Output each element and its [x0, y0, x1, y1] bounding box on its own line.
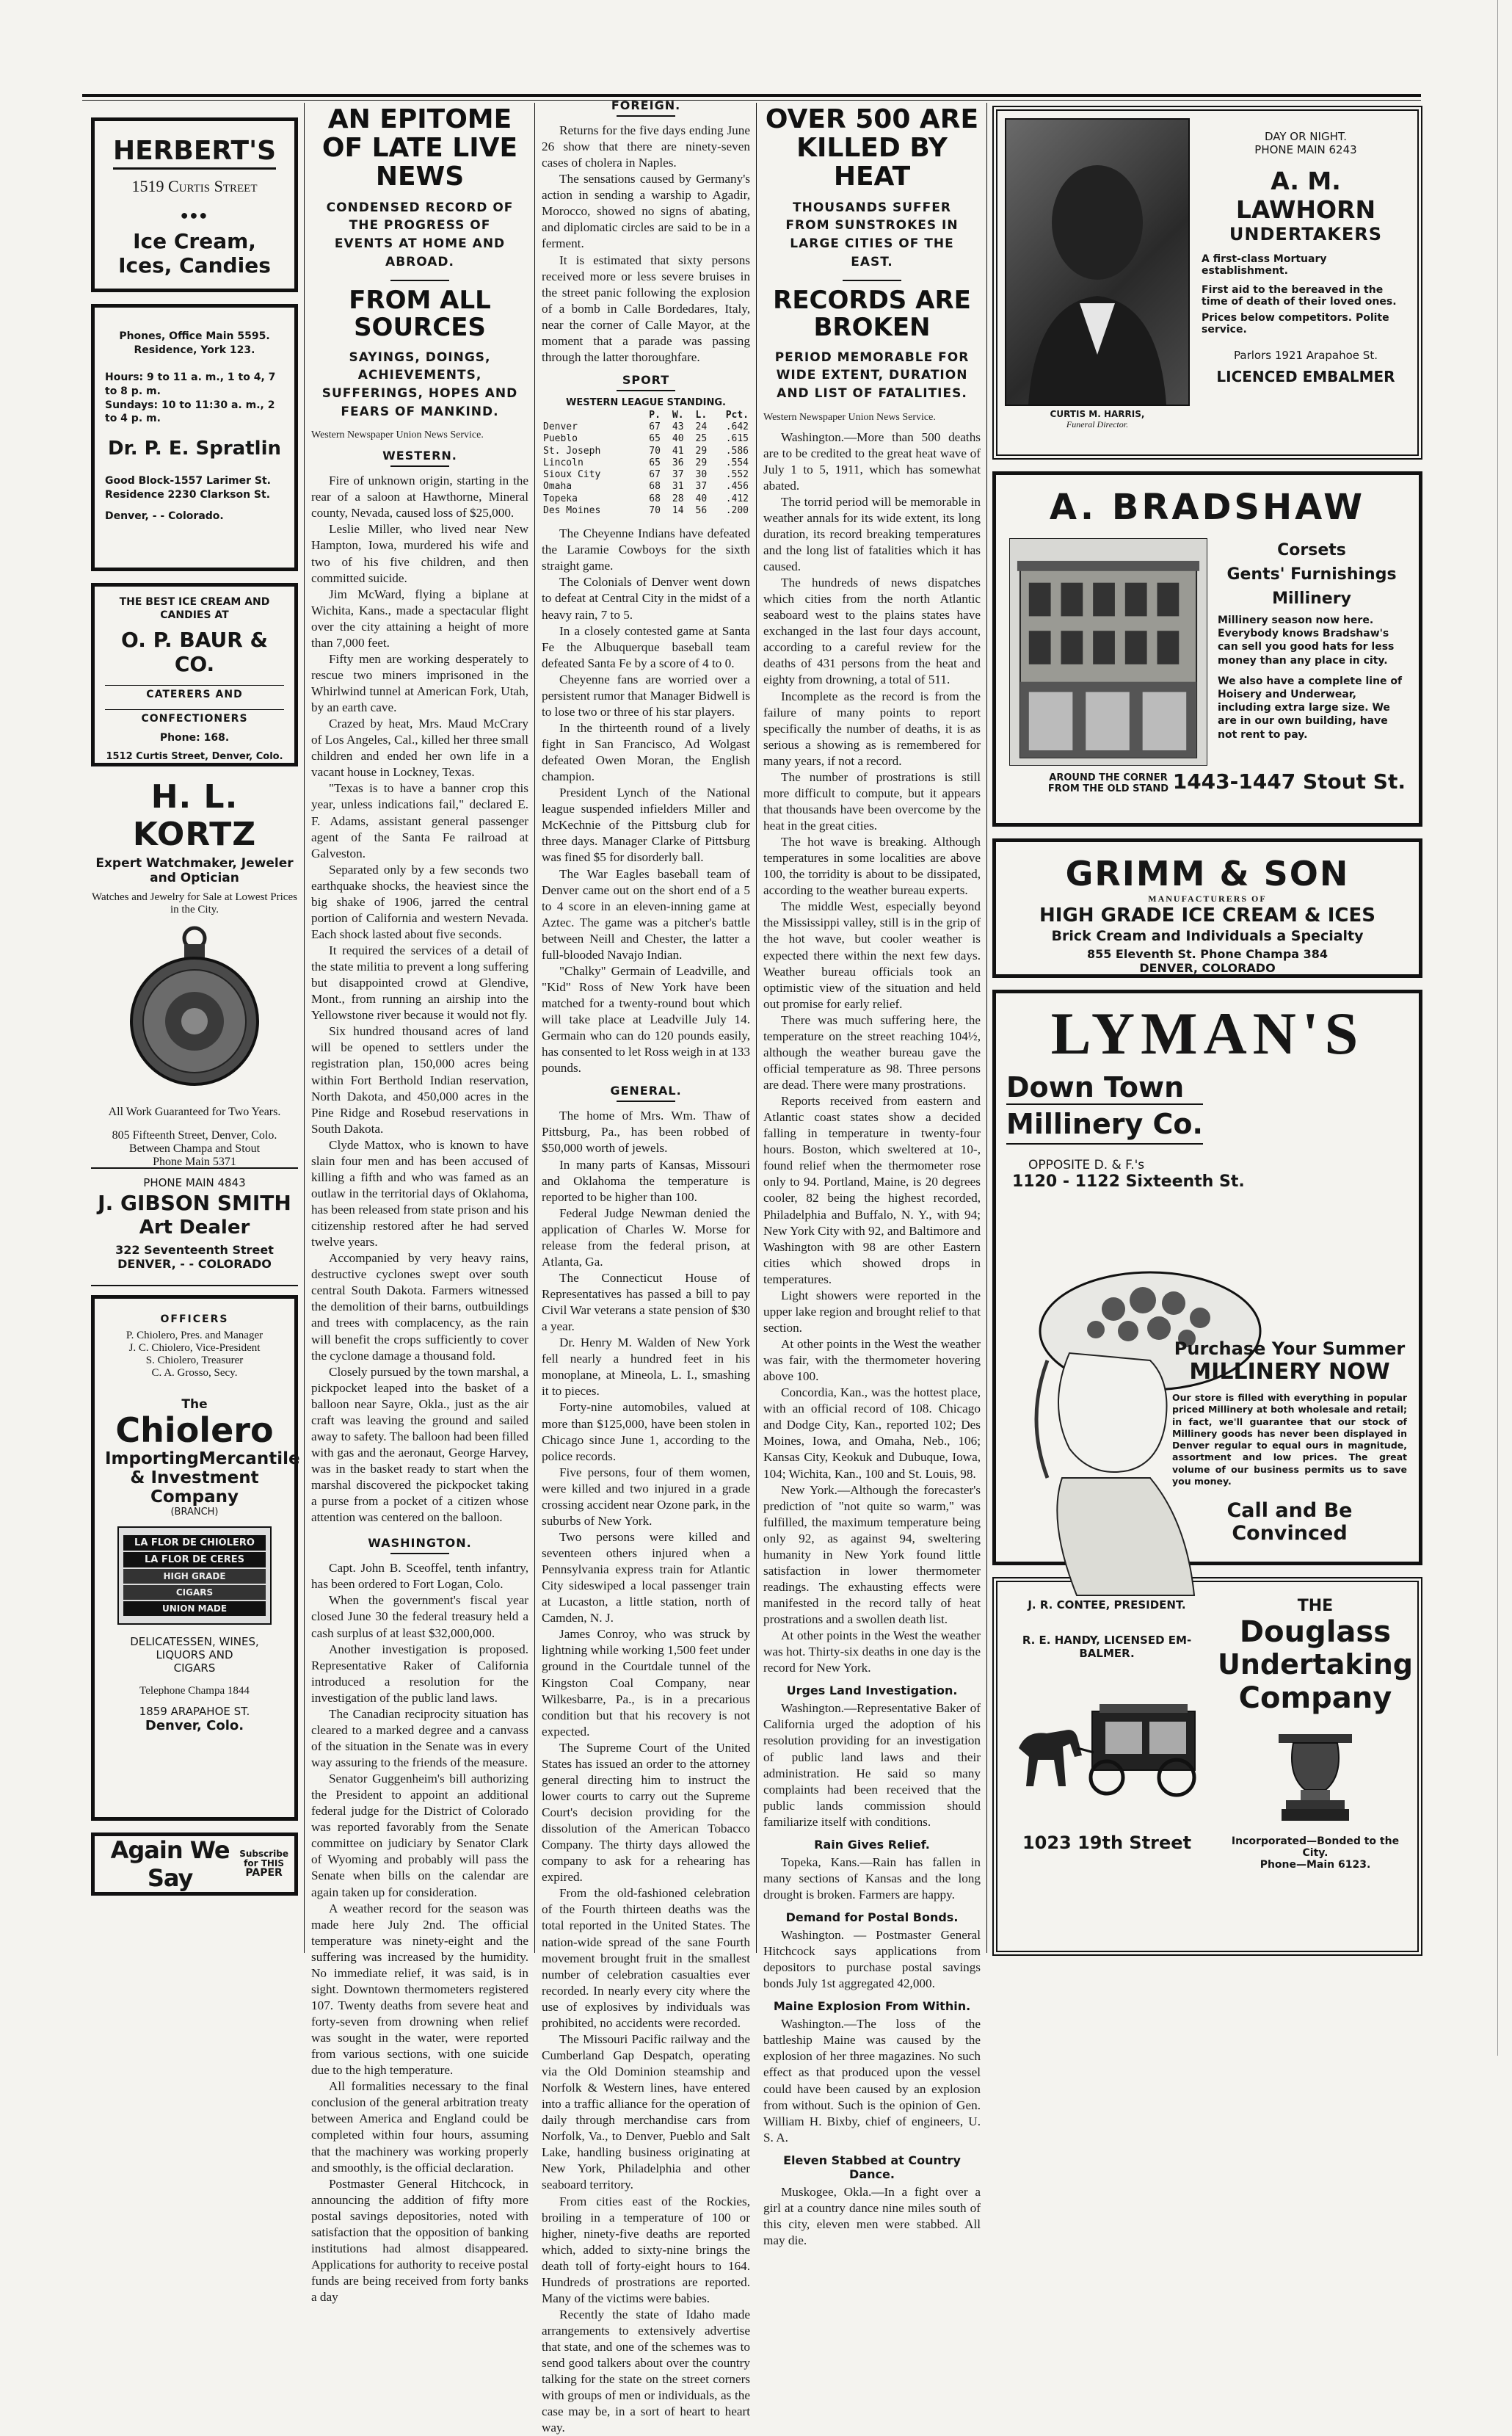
western-paragraph: Fire of unknown origin, starting in the rear of a saloon at Hawthorne, Mineral county, Nevada, caused loss of $25,000. [311, 474, 528, 521]
standings-cell: 68 [649, 481, 661, 493]
baur-line1: CATERERS AND [105, 685, 284, 700]
lawhorn-name: A. M. LAWHORN [1235, 167, 1376, 224]
lymans-addr: 1120 - 1122 Sixteenth St. [1012, 1172, 1245, 1192]
grimm-brick: Brick Cream and Individuals a Specialty [1051, 928, 1364, 944]
heat-paragraph: At other points in the West the weather was fair, with the thermometer hovering above 100. [763, 1337, 981, 1384]
cigar-box-label-3: HIGH GRADE [123, 1569, 266, 1584]
foreign-paragraph: The sensations caused by Germany's action in sending a warship to Agadir, Morocco, showed no signs of abating, and diplomatic circles are said to be in a ferment. [542, 172, 750, 251]
standings-row [542, 493, 750, 505]
spratlin-city: Denver, - - Colorado. [105, 510, 224, 523]
standings-cell: 30 [695, 469, 708, 481]
western-paragraph: Accompanied by very heavy rains, destructive cyclones swept over south central South Dakota. Farmers witnessed the demolition of their barns, outbuildings and trees with complacency, as the rain will benefit the crops sufficiently to cover the cyclone damage a thousand fold. [311, 1251, 528, 1363]
grimm-name: GRIMM & SON [1065, 854, 1350, 893]
column-rule-2 [534, 103, 535, 1953]
bradshaw-text [1218, 538, 1406, 794]
standings-cell: Topeka [543, 493, 578, 504]
western-paragraph: Leslie Miller, who lived near New Hampton, Iowa, murdered his wife and two of his five children, and then committed suicide. [311, 522, 528, 585]
standings-cell: 67 [649, 421, 661, 433]
heat-paragraph: Washington.—More than 500 deaths are to be credited to the great heat wave of July 1 to 5, 1911, which has somewhat abated. [763, 429, 981, 493]
standings-header-cell: P. [649, 409, 661, 421]
lawhorn-addr: Parlors 1921 Arapahoe St. [1234, 349, 1378, 362]
standings-cell: 14 [672, 504, 684, 516]
maine-heading: Maine Explosion From Within. [773, 1999, 971, 2014]
lawhorn-top1: DAY OR NIGHT. [1264, 130, 1347, 143]
chiolero-the: The [181, 1397, 208, 1412]
chiolero-officer-2: J. C. Chiolero, Vice-President [128, 1342, 261, 1354]
douglass-pres: J. R. CONTEE, PRESIDENT. [1028, 1598, 1186, 1612]
douglass-l1: Douglass [1239, 1615, 1392, 1649]
spratlin-res-addr: Residence 2230 Clarkson St. [105, 489, 271, 501]
left-ads-column [91, 117, 298, 1907]
standings-cell: 67 [649, 469, 661, 481]
washington-paragraph: Another investigation is proposed. Representative Raker of California introduced a resolution for the investigation of the public land laws. [311, 1642, 528, 1705]
chiolero-city: Denver, Colo. [145, 1717, 244, 1733]
western-paragraph: Six hundred thousand acres of land will be opened to settlers under the registration plan, 150,000 acres being within Fort Berthold Indian reservation, North Dakota, and 450,000 acres in the Pine Ridge and Rosebud reservations in South Dakota. [311, 1024, 528, 1136]
again-side-3: PAPER [245, 1867, 283, 1879]
lawhorn-photo-wrap [1005, 118, 1190, 447]
news-column-2 [542, 98, 750, 2435]
standings-row [542, 505, 750, 517]
herberts-line2: Ices, Candies [118, 253, 271, 278]
standings-row [542, 469, 750, 481]
sport-divider [617, 390, 675, 391]
standings-cell: .200 [725, 504, 749, 516]
lawhorn-sub: UNDERTAKERS [1229, 224, 1383, 244]
standings-cell: Des Moines [543, 504, 601, 516]
chiolero-branch: (BRANCH) [170, 1506, 219, 1518]
standings-cell: 65 [649, 457, 661, 468]
sources-deck: SAYINGS, DOINGS, ACHIEVEMENTS, SUFFERINGS, HOPES AND FEARS OF MANKIND. [321, 349, 518, 419]
standings-cell: 24 [695, 421, 708, 433]
kortz-phone: Phone Main 5371 [153, 1156, 236, 1168]
douglass-addr: 1023 19th Street [1022, 1833, 1192, 1853]
sources-headline: FROM ALL SOURCES [349, 286, 491, 342]
chiolero-officers: OFFICERS [160, 1313, 229, 1325]
grimm-city: DENVER, COLORADO [1139, 961, 1276, 975]
bradshaw-name: A. BRADSHAW [1049, 487, 1366, 528]
standings-cell: .554 [725, 457, 749, 468]
lawhorn-ad [992, 106, 1422, 460]
standings-cell: 68 [649, 493, 661, 504]
foreign-divider [617, 115, 675, 117]
lymans-p1: Purchase Your Summer [1174, 1338, 1406, 1359]
herberts-address: 1519 Curtis Street [131, 177, 258, 195]
standings-header-cell: Pct. [725, 409, 749, 421]
douglass-phone: Phone—Main 6123. [1260, 1858, 1371, 1871]
sport-paragraph: In the thirteenth round of a lively fight in San Francisco, Ad Wolgast defeated Owen Moran, the English champion. [542, 720, 750, 784]
curtis-harris-photo [1005, 118, 1190, 406]
western-paragraph: Fifty men are working desperately to rescue two miners imprisoned in the Whirlwind tunnel at American Fork, Utah, by an earth cave. [311, 651, 528, 715]
washington-paragraph: Senator Guggenheim's bill authorizing the President to appoint an additional federal judge for the District of Colorado was reported favorably from the Senate committee on judiciary by Senator Clark of Wyoming and probably will pass the Senate when bills on the calendar are again taken up for consideration. [311, 1772, 528, 1899]
top-rule [82, 94, 1421, 97]
general-paragraph: Federal Judge Newman denied the application of Charles W. Morse for release from the federal prison, at Atlanta, Ga. [542, 1206, 750, 1269]
smith-title: Art Dealer [139, 1217, 250, 1239]
herberts-line1: Ice Cream, [133, 229, 256, 253]
standings-cell: 41 [672, 445, 684, 457]
herberts-ad [91, 117, 298, 292]
store-building-illustration [1009, 538, 1207, 766]
smith-address: 322 Seventeenth Street [115, 1243, 274, 1257]
rain-paragraph: Topeka, Kans.—Rain has fallen in many sections of Kansas and the long drought is broken. Farmers are happy. [763, 1855, 981, 1902]
washington-paragraph: The Canadian reciprocity situation has cleared to a marked degree and a canvass of the situation in the Senate was in every way assuring to the friends of the measure. [311, 1706, 528, 1769]
chiolero-ad [91, 1295, 298, 1821]
baur-address: 1512 Curtis Street, Denver, Colo. [106, 751, 283, 763]
standings-header-cell: L. [695, 409, 708, 421]
western-divider [390, 465, 449, 467]
grimm-addr: 855 Eleventh St. Phone Champa 384 [1086, 947, 1329, 961]
standings-row [542, 481, 750, 493]
bradshaw-c3: Millinery [1272, 590, 1351, 608]
western-paragraph: Jim McWard, flying a biplane at Wichita, Kans., made a spectacular flight over the city attaining a height of more than 7,000 feet. [311, 587, 528, 650]
washington-items [311, 1560, 528, 2305]
bradshaw-building-wrap [1009, 538, 1207, 794]
lawhorn-text [1202, 118, 1410, 447]
sport-paragraph: "Chalky" Germain of Leadville, and "Kid" Ross of New York have been matched for a twenty-round bout which will take place at Leadville July 14. Germain who can do 120 pounds easily, has consented to let Ross weigh in at 133 pounds. [542, 963, 750, 1076]
washington-section-heading: WASHINGTON. [368, 1536, 472, 1551]
standings-cell: Denver [543, 421, 578, 433]
lawhorn-d2: First aid to the bereaved in the time of death of their loved ones. [1202, 284, 1397, 308]
again-we-say-side [239, 1849, 288, 1879]
lymans-right-text [1172, 1338, 1407, 1545]
epitome-deck: CONDENSED RECORD OF THE PROGRESS OF EVENTS AT HOME AND ABROAD. [326, 200, 514, 269]
general-paragraph: The Missouri Pacific railway and the Cumberland Gap Despatch, operating via the Old Dominion steamship and Norfolk & Western lines, have entered into a traffic alliance for the operation of daily through merchandise cars from Norfolk, Va., to Denver, Pueblo and Salt Lake, handling business originating at New York, Philadelphia and other seaboard territory. [542, 2031, 750, 2192]
standings-cell: .552 [725, 469, 749, 481]
again-side-1: Subscribe [239, 1849, 288, 1860]
sport-paragraph: The Cheyenne Indians have defeated the Laramie Cowboys for the sixth straight game. [542, 526, 750, 573]
cigar-box-label-5: UNION MADE [123, 1601, 266, 1616]
chiolero-officer-4: C. A. Grosso, Secy. [151, 1367, 238, 1379]
herberts-divider: ●●● [180, 208, 209, 222]
standings-cell: 37 [695, 481, 708, 493]
standings-row [542, 446, 750, 457]
right-ads-column [992, 106, 1422, 1968]
washington-paragraph: A weather record for the season was made here July 2nd. The official temperature was ninety-eight and the suffering was increased by the humidity. No immediate relief, it was said, is in sight. Downtown thermometers registered 107. Twenty deaths from severe heat and forty-seven from drowning when relief was sought in the water, were reported from various sections, with one suicide due to the high temperature. [311, 1901, 528, 2078]
bradshaw-c2: Gents' Furnishings [1226, 565, 1397, 584]
chiolero-name: Chiolero [115, 1410, 274, 1450]
again-we-say-text: Again We Say [110, 1836, 230, 1892]
douglass-emb1: R. E. HANDY, LICENSED EM- [1022, 1634, 1192, 1647]
douglass-right [1218, 1591, 1413, 1942]
sport-paragraph: President Lynch of the National league suspended infielders Miller and McKechnie of the Pittsburg club for three days. Manager Clarke of Pittsburg was fined $5 for disorderly ball. [542, 786, 750, 865]
lawhorn-lic: LICENCED EMBALMER [1216, 368, 1395, 385]
kortz-title1: Expert Watchmaker, Jeweler [95, 856, 294, 871]
western-section-heading: WESTERN. [382, 449, 457, 463]
lawhorn-top2: PHONE MAIN 6243 [1254, 143, 1357, 156]
heat-paragraph: New York.—Although the forecaster's prediction of "not quite so warm," was fulfilled, the maximum temperature being only 92, as against 94, sweltering humanity in New York found little satisfaction in lower thermometer readings. The exhausting effects were manifested in the record tally of heat prostrations and a swollen death list. [763, 1482, 981, 1627]
heat-paragraph: The hundreds of news dispatches which cities from the north Atlantic seaboard west to the plains states have exchanged in the last four days account, according to a careful review for the deaths of 431 persons from the heat and eighty from drowning, a total of 511. [763, 576, 981, 687]
douglass-emb2: BALMER. [1079, 1647, 1135, 1660]
cigar-box-label-4: CIGARS [123, 1585, 266, 1600]
general-divider [617, 1101, 675, 1102]
chiolero-deli3: CIGARS [173, 1661, 216, 1675]
standings-cell: Omaha [543, 481, 573, 493]
bradshaw-c1: Corsets [1277, 541, 1346, 559]
general-paragraph: From the old-fashioned celebration of the Fourth thirteen deaths was the total reported in the United States. The nation-wide spread of the sane Fourth movement brought fruit in the smallest number of celebration casualties ever recorded. In nearly every city where the use of explosives by individuals was prohibited, no accidents were recorded. [542, 1886, 750, 2030]
chiolero-l3: Company [150, 1487, 239, 1507]
horse-drawn-hearse-illustration [1011, 1689, 1202, 1799]
standings-header-cell: W. [672, 409, 684, 421]
kortz-address: 805 Fifteenth Street, Denver, Colo. [112, 1129, 277, 1142]
western-items [311, 473, 528, 1526]
bradshaw-desc2: We also have a complete line of Hoisery and Underwear, including extra large size. We are in our own building, have not rent to pay. [1218, 675, 1403, 741]
standings-cell: 36 [672, 457, 684, 468]
smith-name: J. GIBSON SMITH [98, 1191, 291, 1215]
maine-paragraph: Washington.—The loss of the battleship Maine was caused by the explosion of her three magazines. No such effect as that produced upon the vessel could have been caused by an explosion from without. Such is the opinion of Gen. William H. Bixby, chief of engineers, U. S. A. [763, 2017, 981, 2145]
urges-paragraph: Washington.—Representative Baker of California urged the adoption of his resolution providing for an investigation of public land laws and their administration. He said so many complaints had been received that the public lands commission should familiarize itself with conditions. [763, 1701, 981, 1829]
lawhorn-d1: A first-class Mortuary establishment. [1202, 253, 1327, 277]
cigar-box-illustration [117, 1526, 272, 1625]
rain-heading: Rain Gives Relief. [814, 1837, 930, 1852]
heat-deck: THOUSANDS SUFFER FROM SUNSTROKES IN LARGE CITIES OF THE EAST. [785, 200, 959, 269]
standings-cell: Pueblo [543, 433, 578, 445]
lymans-opp: OPPOSITE D. & F.'s [1028, 1158, 1145, 1173]
general-section-heading: GENERAL. [610, 1084, 682, 1098]
western-paragraph: Clyde Mattox, who is known to have slain four men and has been accused of killing a fifth and who was famed as an outlaw in the territorial days of Oklahoma, has been released from state prison and his citizenship restored after he had served twelve years. [311, 1137, 528, 1250]
eleven-paragraph: Muskogee, Okla.—In a fight over a girl at a country dance nine miles south of this city, eleven men were stabbed. All may die. [763, 2184, 981, 2247]
western-paragraph: It required the services of a detail of the state militia to prevent a long suffering but disappointed crowd at Glendive, Mont., from running an airship into the Yellowstone river because it would not fly. [311, 943, 528, 1023]
kortz-desc: Watches and Jewelry for Sale at Lowest Prices in the City. [92, 891, 297, 916]
lawhorn-caption-2: Funeral Director. [1066, 419, 1129, 429]
standings-cell: 40 [672, 433, 684, 445]
lymans-desc: Our store is filled with everything in popular priced Millinery at both wholesale and retail; in fact, we'll guarantee that our stock of Millinery goods has never been displayed in Denver regular to equal ours in magnitude, assortment and low prices. The great volume of our business permits us to save you money. [1172, 1392, 1407, 1487]
douglass-left [1008, 1591, 1206, 1942]
heat-paragraph: Reports received from eastern and Atlantic coast states show a decided falling in temperature in twenty-four hours. Boston, which sweltered at 10-, found relief when the thermometer rose only to 94. Portland, Maine, is 20 degrees cooler, 82 being the highest recorded, Philadelphia and Buffalo, N. Y., with 94; New York City with 92, and Baltimore and Washington with 98 are other Eastern cities which showed drops in temperatures. [763, 1094, 981, 1286]
smith-phone: PHONE MAIN 4843 [143, 1176, 246, 1189]
general-paragraph: James Conroy, who was struck by lightning while working 1,500 feet under ground in the Courtdale tunnel of the Kingston Coal Company, near Wilkesbarre, Pa., is in a precarious condition but that his recovery is not expected. [542, 1627, 750, 1739]
lymans-p2: MILLINERY NOW [1189, 1359, 1390, 1385]
sport-section-heading: SPORT [622, 372, 670, 387]
standings-row [542, 421, 750, 433]
lawhorn-d3: Prices below competitors. Polite service. [1202, 312, 1389, 336]
lymans-ad [992, 990, 1422, 1565]
spratlin-office: Good Block-1557 Larimer St. [105, 475, 271, 487]
records-headline: RECORDS ARE BROKEN [773, 286, 971, 342]
standings-cell: .586 [725, 445, 749, 457]
washington-paragraph: Capt. John B. Sceoffel, tenth infantry, has been ordered to Fort Logan, Colo. [311, 1561, 528, 1592]
standings-cell: 28 [672, 493, 684, 504]
spratlin-phones: Phones, Office Main 5595. [119, 330, 270, 342]
bradshaw-ad [992, 471, 1422, 827]
spratlin-hours: Hours: 9 to 11 a. m., 1 to 4, 7 to 8 p. m. [105, 371, 276, 397]
kortz-ad [91, 778, 298, 1169]
western-paragraph: Crazed by heat, Mrs. Maud McCrary of Los Angeles, Cal., killed her three small children and ended her own life in a vacant house in Lockney, Texas. [311, 717, 528, 780]
general-paragraph: Recently the state of Idaho made arrangements to extensively advertise that state, and one of the schemes was to send good talkers about over the country talking for the state on the street corners with groups of men or individuals, as the case may be, in a sort of heart to heart way. [542, 2307, 750, 2435]
standings-cell: 29 [695, 445, 708, 457]
standings-cell: Sioux City [543, 469, 601, 481]
standings-cell: .456 [725, 481, 749, 493]
heat-divider [843, 280, 901, 281]
heat-paragraph: The hot wave is breaking. Although temperatures in some localities are above 100, the torridity is about to be dissipated, according to the weather bureau experts. [763, 835, 981, 898]
standings-cell: .412 [725, 493, 749, 504]
lymans-l1: Down Town [1006, 1071, 1185, 1104]
again-side-2: for THIS [244, 1857, 285, 1868]
standings-cell: 65 [649, 433, 661, 445]
grimm-ad [992, 838, 1422, 978]
standings-cell: 37 [672, 469, 684, 481]
standings-header-cell [542, 410, 639, 421]
standings-cell: 25 [695, 433, 708, 445]
douglass-l2: Undertaking [1218, 1648, 1413, 1681]
chiolero-l2: & Investment [130, 1468, 259, 1487]
chiolero-officer-3: S. Chiolero, Treasurer [145, 1355, 244, 1366]
general-paragraph: Two persons were killed and seventeen others injured when a Pennsylvania express train for Atlantic City sideswiped a local passenger train at Lucaston, a little station, north of Camden, N. J. [542, 1529, 750, 1625]
general-paragraph: Dr. Henry M. Walden of New York fell nearly a hundred feet in his monoplane, at Mineola, L. I., smashing it to pieces. [542, 1335, 750, 1399]
foreign-paragraph: Returns for the five days ending June 26 show that there are ninety-seven cases of cholera in Naples. [542, 123, 750, 170]
spratlin-ad [91, 304, 298, 571]
kortz-title2: and Optician [150, 871, 239, 885]
kortz-between: Between Champa and Stout [128, 1142, 261, 1155]
western-paragraph: Separated only by a few seconds two earthquake shocks, the heaviest since the big shake of 1906, jarred the central portion of California and western Nevada. Each shock lasted about five seconds. [311, 862, 528, 941]
bonds-paragraph: Washington. — Postmaster General Hitchcock says applications from depositors to purchase postal savings bonds July 1st aggregated 42,000. [763, 1928, 981, 1991]
bonds-heading: Demand for Postal Bonds. [785, 1910, 959, 1925]
bradshaw-addr: 1443-1447 Stout St. [1172, 769, 1406, 794]
grimm-product: HIGH GRADE ICE CREAM & ICES [1039, 905, 1375, 927]
general-paragraph: Five persons, four of them women, were killed and two injured in a grade crossing accident near Ozone park, in the suburbs of New York. [542, 1465, 750, 1528]
sport-paragraph: Cheyenne fans are worried over a persistent rumor that Manager Bidwell is to lose two or three of his star players. [542, 672, 750, 719]
washington-paragraph: Postmaster General Hitchcock, in announcing the addition of fifty more postal savings depositories, noted with satisfaction that the opposition of banking institutions had almost disappeared. Applications for authority to receive postal funds are being received from forty banks a day [311, 2176, 528, 2305]
bradshaw-around-1: AROUND THE CORNER [1049, 772, 1168, 783]
column-rule-4 [986, 103, 987, 1953]
douglass-inc: Incorporated—Bonded to the City. [1231, 1835, 1400, 1859]
standings-cell: Lincoln [543, 457, 584, 468]
news-column-1 [311, 103, 528, 2305]
standings-cell: St. Joseph [543, 445, 601, 457]
baur-ad [91, 583, 298, 766]
standings-cell: 70 [649, 445, 661, 457]
sport-paragraph: The War Eagles baseball team of Denver came out on the short end of a 5 to 4 score in an eleven-inning game at Aztec. The game was a pitcher's battle between Neill and Chester, the latter a full-blooded Navajo Indian. [542, 866, 750, 962]
chiolero-tel: Telephone Champa 1844 [139, 1684, 250, 1697]
standings-header-row [542, 410, 750, 421]
kortz-guarantee: All Work Guaranteed for Two Years. [108, 1106, 281, 1118]
heat-paragraph: The torrid period will be memorable in weather annals for its wide extent, its long duration, its record breaking temperatures and the long list of fatalities which it has caused. [763, 494, 981, 574]
standings-cell: 43 [672, 421, 684, 433]
eleven-heading: Eleven Stabbed at Country Dance. [783, 2153, 961, 2181]
washington-paragraph: All formalities necessary to the final conclusion of the general arbitration treaty between America and England could be completed within four hours, assuming that the machinery was working properly and smoothly, is the official declaration. [311, 2079, 528, 2175]
heat-paragraph: There was much suffering here, the temperature on the street reaching 104½, although the weather bureau gave the official temperature as 98. Three persons are dead. There were many prostrations. [763, 1012, 981, 1092]
standings-title: WESTERN LEAGUE STANDING. [566, 396, 726, 408]
western-paragraph: "Texas is to have a banner crop this year, unless indications fail," declared E. F. Adams, assistant general passenger agent of the Santa Fe railroad at Galveston. [311, 781, 528, 860]
spratlin-sundays: Sundays: 10 to 11:30 a. m., 2 to 4 p. m. [105, 399, 275, 425]
bradshaw-desc: Millinery season now here. Everybody knows Bradshaw's can sell you good hats for less money than any place in city. [1218, 615, 1395, 667]
heat-paragraph: Incomplete as the record is from the failure of many points to report specifically the number of deaths, it is as serious a showing as is remembered for many years, if not a record. [763, 689, 981, 768]
standings-cell: .642 [725, 421, 749, 433]
heat-paragraph: The number of prostrations is still more difficult to compute, but it appears that thousands have been overcome by the heat in the great cities. [763, 769, 981, 833]
chiolero-deli2: LIQUORS AND [156, 1647, 233, 1661]
spratlin-residence: Residence, York 123. [134, 344, 255, 356]
sport-paragraph: The Colonials of Denver went down to defeat at Central City in the midst of a heavy rain, 7 to 5. [542, 575, 750, 622]
page-edge-right [1497, 0, 1498, 2056]
column-rule-1 [304, 103, 305, 1953]
general-paragraph: The home of Mrs. Wm. Thaw of Pittsburg, Pa., has been robbed of $50,000 worth of jewels. [542, 1109, 750, 1156]
sport-paragraph: In a closely contested game at Santa Fe the Albuquerque baseball team defeated Santa Fe by a score of 4 to 0. [542, 623, 750, 670]
heat-wire-credit: Western Newspaper Union News Service. [763, 411, 936, 423]
washington-paragraph: When the government's fiscal year closed June 30 the federal treasury held a cash surplus of at least $32,000,000. [311, 1593, 528, 1640]
spratlin-name: Dr. P. E. Spratlin [108, 438, 281, 460]
standings-cell: 56 [695, 504, 708, 516]
general-paragraph: The Supreme Court of the United States has issued an order to the attorney general directing him to instruct the lower courts to carry out the Supreme Court's decision providing for the dissolution of the American Tobacco Company. The thirty days allowed the company to ask for a rehearing has expired. [542, 1740, 750, 1885]
baur-phone: Phone: 168. [159, 732, 230, 744]
foreign-paragraph: It is estimated that sixty persons received more or less severe bruises in the street panic following the explosion of a bomb in Calle Bordedares, Italy, near the corner of Calle Mayor, at the moment that a parade was passing through the latter thoroughfare. [542, 253, 750, 364]
bradshaw-around-2: FROM THE OLD STAND [1047, 783, 1169, 794]
foreign-section-heading: FOREIGN. [611, 98, 681, 112]
general-paragraph: The Connecticut House of Representatives has passed a bill to pay Civil War veterans a state pension of $30 a year. [542, 1270, 750, 1334]
lymans-name: LYMAN'S [1050, 1000, 1364, 1067]
lymans-l2: Millinery Co. [1006, 1103, 1203, 1145]
baur-line2: CONFECTIONERS [105, 709, 284, 725]
lawhorn-caption-1: CURTIS M. HARRIS, [1050, 409, 1145, 419]
portrait-silhouette-icon [1006, 120, 1188, 405]
standings-row [542, 457, 750, 469]
bradshaw-body [1009, 538, 1406, 794]
heat-paragraph: The middle West, especially beyond the Mississippi valley, still is in the grip of the hot wave, but cooler weather is expected there within the next few days. Weather bureau officials took an optimistic view of the situation and held out promise for early relief. [763, 899, 981, 1011]
top-rule-thin [82, 100, 1421, 101]
douglass-the: THE [1297, 1597, 1334, 1615]
heat-paragraph: At other points in the West the weather was hot. Thirty-six deaths in one day is the record for New York. [763, 1628, 981, 1675]
chiolero-l1: ImportingMercantile [105, 1449, 300, 1468]
standings-cell: 31 [672, 481, 684, 493]
standings-cell: 40 [695, 493, 708, 504]
pocket-watch-illustration [121, 922, 268, 1091]
wire-credit: Western Newspaper Union News Service. [311, 429, 484, 441]
smith-city: DENVER, - - COLORADO [117, 1257, 272, 1271]
standings-table [542, 410, 750, 517]
heat-paragraph: Light showers were reported in the upper lake region and brought relief to that section. [763, 1288, 981, 1335]
news-column-3 [763, 103, 981, 2247]
washington-divider [390, 1553, 449, 1554]
column-rule-3 [756, 103, 757, 1953]
western-paragraph: Closely pursued by the town marshal, a pickpocket leaped into the basket of a balloon near Sayre, Okla., just as the air craft was leaving the ground and sailed away to safety. The balloon had been filled with gas and the aeronaut, George Harvey, was in the basket ready to start when the marshal discovered the pickpocket taking a purse from a pocket of a citizen whose attention was centered on the balloon. [311, 1364, 528, 1525]
douglass-l3: Company [1238, 1681, 1392, 1715]
smith-ad [91, 1176, 298, 1286]
lymans-call: Call and Be Convinced [1226, 1499, 1353, 1545]
heat-paragraph: Concordia, Kan., was the hottest place, with an official record of 108. Chicago and Dodge City, Kan., reported 102; Des Moines, Iowa, and Omaha, Neb., 106; Kansas City, Keokuk and Dubuque, Iowa, 104; Wichita, Kan., 100 and St. Louis, 98. [763, 1385, 981, 1481]
again-we-say-ad [91, 1833, 298, 1896]
standings-row [542, 433, 750, 445]
standings-cell: 70 [649, 504, 661, 516]
general-paragraph: In many parts of Kansas, Missouri and Oklahoma the temperature is reported to be higher than 100. [542, 1157, 750, 1204]
herberts-name: HERBERT'S [113, 136, 276, 170]
cigar-box-label-2: LA FLOR DE CERES [123, 1552, 266, 1567]
heat-headline: OVER 500 ARE KILLED BY HEAT [765, 104, 979, 192]
baur-tag: THE BEST ICE CREAM AND CANDIES AT [119, 596, 270, 622]
urges-heading: Urges Land Investigation. [786, 1683, 958, 1698]
urn-illustration [1271, 1731, 1359, 1827]
standings-cell: .615 [725, 433, 749, 445]
standings-cell: 29 [695, 457, 708, 468]
kortz-name: H. L. KORTZ [132, 778, 257, 853]
general-paragraph: From cities east of the Rockies, broiling in a temperature of 100 or higher, ninety-five deaths are reported which, added to sixty-nine brings the death toll of forty-eight hours to 164. Hundreds of prostrations are reported. Many of the victims were babies. [542, 2194, 750, 2305]
headline-divider [390, 280, 449, 281]
baur-name: O. P. BAUR & CO. [121, 628, 268, 677]
chiolero-address: 1859 ARAPAHOE ST. [139, 1704, 250, 1718]
chiolero-officer-1: P. Chiolero, Pres. and Manager [126, 1330, 263, 1341]
chiolero-deli1: DELICATESSEN, WINES, [130, 1634, 259, 1648]
grimm-mfr: MANUFACTURERS OF [1148, 893, 1267, 904]
douglass-ad [992, 1577, 1422, 1956]
epitome-headline: AN EPITOME OF LATE LIVE NEWS [321, 104, 518, 192]
cigar-box-label-1: LA FLOR DE CHIOLERO [123, 1535, 266, 1551]
records-deck: PERIOD MEMORABLE FOR WIDE EXTENT, DURATION AND LIST OF FATALITIES. [774, 349, 970, 401]
general-paragraph: Forty-nine automobiles, valued at more than $125,000, have been stolen in Chicago since June 1, according to the police records. [542, 1400, 750, 1463]
